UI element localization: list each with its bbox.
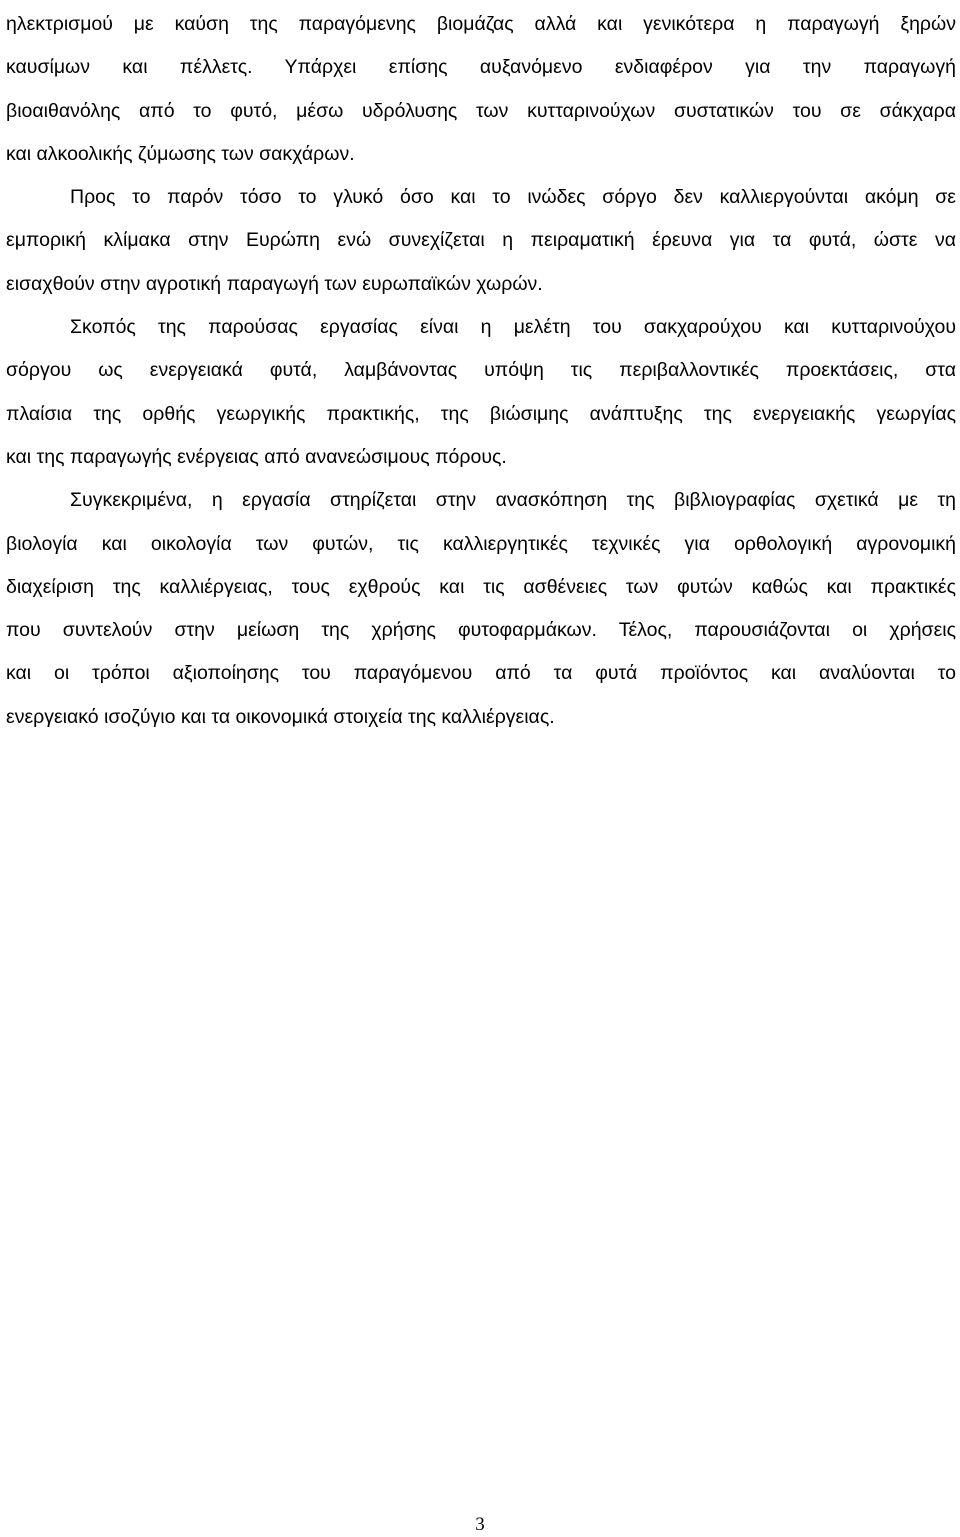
text-line: σόργου ως ενεργειακά φυτά, λαμβάνοντας υπόψη τις περιβαλλοντικές προεκτάσεις, στα [6, 359, 956, 382]
text-line: ηλεκτρισμού με καύση της παραγόμενης βιομάζας αλλά και γενικότερα η παραγωγή ξηρών [6, 13, 956, 35]
page-number: 3 [475, 1514, 485, 1535]
paragraph-purpose [6, 306, 956, 479]
paragraph-continuation [6, 3, 956, 176]
text-line: ενεργειακό ισοζύγιο και τα οικονομικά στοιχεία της καλλιέργειας. [6, 705, 555, 728]
text-line: Σκοπός της παρούσας εργασίας είναι η μελέτη του σακχαρούχου και κυτταρινούχου [70, 316, 956, 339]
text-line: εμπορική κλίμακα στην Ευρώπη ενώ συνεχίζεται η πειραματική έρευνα για τα φυτά, ώστε να [6, 229, 956, 252]
paragraph-scope [6, 479, 956, 739]
text-line: Συγκεκριμένα, η εργασία στηρίζεται στην ανασκόπηση της βιβλιογραφίας σχετικά με τη [70, 489, 956, 512]
text-line: και της παραγωγής ενέργειας από ανανεώσιμους πόρους. [6, 445, 507, 468]
body-text [6, 0, 956, 739]
text-line: διαχείριση της καλλιέργειας, τους εχθρούς και τις ασθένειες των φυτών καθώς και πρακτικές [6, 575, 956, 598]
text-line: καυσίμων και πέλλετς. Υπάρχει επίσης αυξανόμενο ενδιαφέρον για την παραγωγή [6, 56, 956, 79]
text-line: βιολογία και οικολογία των φυτών, τις καλλιεργητικές τεχνικές για ορθολογική αγρονομική [6, 532, 956, 555]
text-line: που συντελούν στην μείωση της χρήσης φυτοφαρμάκων. Τέλος, παρουσιάζονται οι χρήσεις [6, 619, 956, 642]
text-line: βιοαιθανόλης από το φυτό, μέσω υδρόλυσης των κυτταρινούχων συστατικών του σε σάκχαρα [6, 99, 956, 122]
text-line: εισαχθούν στην αγροτική παραγωγή των ευρωπαϊκών χωρών. [6, 272, 543, 295]
document-page [6, 0, 956, 1537]
text-line: και οι τρόποι αξιοποίησης του παραγόμενου από τα φυτά προϊόντος και αναλύονται το [6, 662, 956, 685]
text-line: πλαίσια της ορθής γεωργικής πρακτικής, της βιώσιμης ανάπτυξης της ενεργειακής γεωργίας [6, 402, 956, 425]
text-line: και αλκοολικής ζύμωσης των σακχάρων. [6, 142, 355, 165]
text-line: Προς το παρόν τόσο το γλυκό όσο και το ινώδες σόργο δεν καλλιεργούνται ακόμη σε [70, 186, 956, 209]
paragraph-current-status [6, 176, 956, 306]
